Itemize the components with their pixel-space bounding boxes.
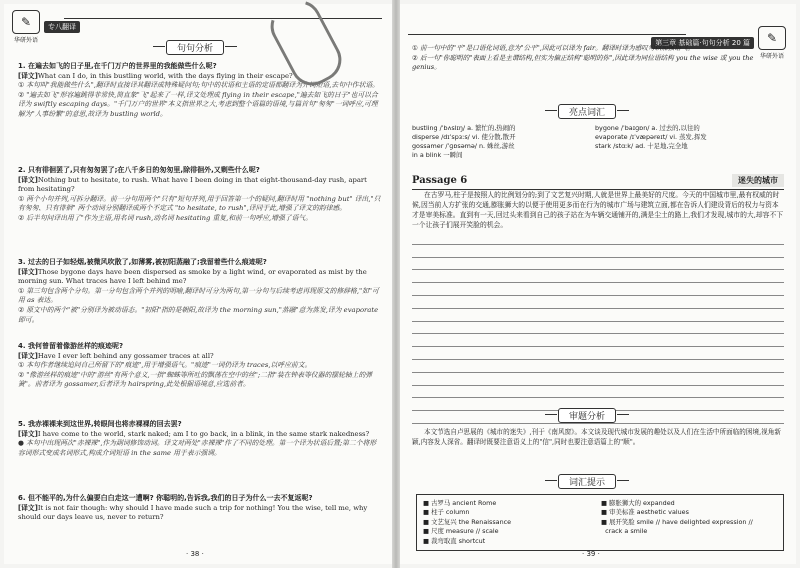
question-6: 6. 但不能平的,为什么偏要白白走这一遭啊? 你聪明的,告诉我,我们的日子为什么一去不复返呢? [译文]It is not fair though: why should I have made such a trip for nothing! You the wise, tell me, why should our days leave us, never to return? xyxy=(18,494,382,523)
tip-item: ■ 柱子 column xyxy=(423,508,470,517)
vocab-item: stark /stɑːk/ ad. 十足地,完全地 xyxy=(595,142,688,150)
tip-item: ■ 审美标准 aesthetic values xyxy=(601,508,689,517)
analysis-note: 本句叫"我能做些什么",翻译时直接译其翻译成特殊疑问句;句中的状语和主语的定语都翻译为介词短语,去句中作状语。 xyxy=(26,81,379,90)
analysis-title: 审题分析 xyxy=(558,408,616,423)
header-rule xyxy=(64,18,382,19)
writing-lines[interactable] xyxy=(412,232,784,424)
vocab-item: disperse /dɪˈspɜːs/ vi. 使分散,散开 xyxy=(412,133,516,141)
continued-notes: ① 前一句中的"平"是口语化词语,意为"公平",因此可以译为 fair。翻译时译为感叹句以加强语气。 ② 后一句"你聪明的"表面上看是主谓结构,但实为偏正结构"聪明的你",因此译为同位语结构 you the wise 或 you the genius。 xyxy=(412,44,754,72)
section-title: 句句分析 xyxy=(166,40,224,55)
publisher-logo: ✎ 华研外语 xyxy=(12,10,40,44)
page-number: · 39 · xyxy=(582,550,600,558)
analysis-note: 本句作者继续追问自己所留下的"痕迹",用于增强语气。"痕迹"一词仍译为 traces,以呼应前文。 xyxy=(26,361,312,370)
tip-item: ■ 裁弯取直 shortcut xyxy=(423,536,486,545)
passage-label: Passage 6 xyxy=(412,175,468,186)
question-text: 3. 过去的日子如轻烟,被微风吹散了,如薄雾,被初阳蒸融了;我留着些什么痕迹呢? xyxy=(18,258,267,266)
analysis-note: 后半句问译出用了"作为主语,用名词 rush,动名词 hesitating 重复,和前一句呼应,增强了语气。 xyxy=(26,213,312,222)
question-3: 3. 过去的日子如轻烟,被微风吹散了,如薄雾,被初阳蒸融了;我留着些什么痕迹呢? [译文]Those bygone days have been dispersed as smoke by a light wind, or evaporated as mist by the morning sun. What traces have I left behind me? ① 第三句包含两个分句。第一分句包含两个并列的明喻,翻译时可分为两句,第一分句与后续考虑再现原文的修辞格,"如"可用 as 表达。 ② 原文中的两个"被"分别译为被动语态。"初阳"指的是朝阳,故译为 the morning sun,"蒸融"意为蒸发,译为 evaporate 即可。 xyxy=(18,258,382,325)
question-1: 1. 在遍去如飞的日子里,在千门万户的世界里的我能做些什么呢? [译文]What can I do, in this bustling world, with the days flying in their escape? ① 本句叫"我能做些什么",翻译时直接译其翻译成特殊疑问句;句中的状语和主语的定语都翻译为介词短语,去句中作状语。 ② "遍去如飞"形容遍跳得非常快,简直象"飞"起来了一样,译文处理成 flying in their escape,"遍去如飞的日子"也可以合译为 swiftly escaping days。"千门万户的世界"本义指世界之大,考虑到整个语篇的语境,与篇首句"匆匆"一词呼应,可理解为"人事纷繁"的意思,故译为 bustling world。 xyxy=(18,62,382,120)
vocab-item: bustling /ˈbʌslɪŋ/ a. 繁忙的,热闹的 xyxy=(412,124,516,132)
analysis-note: 第三句包含两个分句。第一分句包含两个并列的明喻,翻译时可分为两句,第一分句与后续考虑再现原文的修辞格,"如"可用 as 表达。 xyxy=(18,286,379,305)
tip-item: ■ 展开笑脸 smile // have delighted expression // xyxy=(601,517,753,526)
right-page xyxy=(400,4,796,564)
tips-title: 词汇提示 xyxy=(558,474,616,489)
question-text: 2. 只有徘徊罢了,只有匆匆罢了;在八千多日的匆匆里,除徘徊外,又剩些什么呢? xyxy=(18,166,260,174)
vocab-item: evaporate /ɪˈvæpəreɪt/ vi. 蒸发,挥发 xyxy=(595,133,707,141)
question-text: 6. 但不能平的,为什么偏要白白走这一遭啊? 你聪明的,告诉我,我们的日子为什么一去不复返呢? xyxy=(18,494,313,502)
logo-icon: ✎ xyxy=(12,10,40,34)
publisher-logo: ✎ 华研外语 xyxy=(758,26,786,60)
tip-item: ■ 古罗马 ancient Rome xyxy=(423,499,497,507)
vocab-item: gossamer /ˈɡɒsəmə/ n. 蛛丝,游丝 xyxy=(412,142,515,150)
tip-item: ■ 膨胀狮大的 expanded xyxy=(601,499,675,507)
passage-summary: 本文节选自卢思展的《城市的迷失》,刊于《南风窗》。本文谈及现代城市发展的趣处以及人们在生活中所面临的困境,视角新颖,内容发人深省。翻译时既要注意语义上的"信",同时也要注意语篇上的"顺"。 xyxy=(412,428,781,446)
tip-item: crack a smile xyxy=(605,527,648,536)
question-5: 5. 我赤裸裸来到这世界,转眼间也将赤裸裸的回去罢? [译文]I have come to the world, stark naked; am I to go back, in a blink, in the same stark nakedness? ● 本句中出现两次"赤裸裸",作为副词修饰动词。译文对两处"赤裸裸"作了不同的处理。第一个译为状语后置;第二个将形容词形式变成名词形式,构成介词短语 in the same 用于表示强调。 xyxy=(18,420,382,458)
tip-item xyxy=(601,537,791,546)
vocab-item: in a blink 一瞬间 xyxy=(412,151,463,159)
translation: Those bygone days have been dispersed as smoke by a light wind, or evaporated as mist by the morning sun. What traces have I left behind me? xyxy=(18,267,367,286)
page-number: · 38 · xyxy=(186,550,204,558)
analysis-note: 前一句中的"平"是口语化词语,意为"公平",因此可以译为 fair。翻译时译为感叹句以加强语气。 xyxy=(420,44,695,52)
translation: What can I do, in this bustling world, with the days flying in their escape? xyxy=(37,71,293,80)
left-header xyxy=(12,10,80,44)
left-page xyxy=(4,4,392,564)
book-gutter xyxy=(392,0,400,568)
chapter-chip: 第三章 基础篇·句句分析 20 篇 xyxy=(651,37,754,49)
question-2: 2. 只有徘徊罢了,只有匆匆罢了;在八千多日的匆匆里,除徘徊外,又剩些什么呢? [译文]Nothing but to hesitate, to rush. What have I been doing in that eight-thousand-day rush, apart from hesitating? ① 两个小句并列,可拆分翻译。前一分句用两个"只有"短句并列,用于回答第一个的疑问,翻译时用 "nothing but" 译出,"只有匆匆、只有徘徊" 两个动词分别翻译成两个不定式 "to hesitate, to rush",译同于此,增强了译文的韵律感。 ② 后半句问译出用了"作为主语,用名词 rush,动名词 hesitating 重复,和前一句呼应,增强了语气。 xyxy=(18,166,381,222)
header-rule xyxy=(408,34,686,35)
logo-icon: ✎ xyxy=(758,26,786,50)
translation: I have come to the world, stark naked; am I to go back, in a blink, in the same stark nakedness? xyxy=(37,429,370,438)
passage-text: 在古罗马,柱子是按照人的比例划分的;到了文艺复兴时期,人就是世界上最美好的尺度。今天的中国城市里,最有权威的时候,因当前人方扩张的交通,膨胀狮大的以便于使用更多而在行为的城市广场与建筑立面,都在告诉人们建设背后的权力与资本才是审美标准。直到有一天,回过头来看到自己的孩子站在为车辆交通铺开的,满是尘土的路上,我们才发现,城市的大,却容不下一个让孩子们展开笑脸的机会。 xyxy=(412,191,784,229)
passage-title: 迷失的城市 xyxy=(732,174,784,187)
analysis-note: 后一句"你聪明的"表面上看是主谓结构,但实为偏正结构"聪明的你",因此译为同位语结构 you the wise 或 you the genius。 xyxy=(412,53,754,72)
analysis-note: 本句中出现两次"赤裸裸",作为副词修饰动词。译文对两处"赤裸裸"作了不同的处理。第一个译为状语后置;第二个将形容词形式变成名词形式,构成介词短语 in the same 用于表示强调。 xyxy=(18,439,377,457)
translation: It is not fair though: why should I have made such a trip for nothing! You the wise, tell me, why should our days leave us, never to return? xyxy=(18,503,368,522)
tip-item: ■ 文艺复兴 the Renaissance xyxy=(423,517,512,526)
vocab-item xyxy=(595,151,795,160)
translation: Have I ever left behind any gossamer traces at all? xyxy=(37,351,214,360)
analysis-note: 原文中的两个"被"分别译为被动语态。"初阳"指的是朝阳,故译为 the morning sun,"蒸融"意为蒸发,译为 evaporate 即可。 xyxy=(18,305,379,324)
vocab-title: 亮点词汇 xyxy=(558,104,616,119)
chapter-chip: 专八翻译 xyxy=(44,21,80,33)
question-text: 1. 在遍去如飞的日子里,在千门万户的世界里的我能做些什么呢? xyxy=(18,62,217,70)
analysis-note: "遍去如飞"形容遍跳得非常快,简直象"飞"起来了一样,译文处理成 flying in their escape,"遍去如飞的日子"也可以合译为 swiftly escaping days。"千门万户的世界"本义指世界之大,考虑到整个语篇的语境,与篇首句"匆匆"一词呼应,可理解为"人事纷繁"的意思,故译为 bustling world。 xyxy=(18,90,378,118)
question-text: 4. 我何曾留着像游丝样的痕迹呢? xyxy=(18,342,124,350)
question-text: 5. 我赤裸裸来到这世界,转眼间也将赤裸裸的回去罢? xyxy=(18,420,182,428)
question-4: 4. 我何曾留着像游丝样的痕迹呢? [译文]Have I ever left behind any gossamer traces at all? ① 本句作者继续追问自己所留下的"痕迹",用于增强语气。"痕迹"一词仍译为 traces,以呼应前文。 ② "像游丝样的痕迹"中的"游丝"有两个意义,一指"蜘蛛等所吐的飘荡在空中的丝";二指"装在钟表等仪器的摆轮轴上的弹簧"。前者译为 gossamer,后者译为 hairspring,此处根据语境意,应选前者。 xyxy=(18,342,382,390)
analysis-note: "像游丝样的痕迹"中的"游丝"有两个意义,一指"蜘蛛等所吐的飘荡在空中的丝";二指"装在钟表等仪器的摆轮轴上的弹簧"。前者译为 gossamer,后者译为 hairspring,此处根据语境意,应选前者。 xyxy=(18,370,373,389)
vocab-tips-box xyxy=(416,494,784,551)
passage-header xyxy=(412,174,784,190)
vocab-item: bygone /ˈbaɪɡɒn/ a. 过去的,以往的 xyxy=(595,124,700,132)
vocab-list xyxy=(412,124,792,160)
translation: Nothing but to hesitate, to rush. What have I been doing in that eight-thousand-day rush, apart from hesitating? xyxy=(18,175,367,194)
tip-item: ■ 尺度 measure // scale xyxy=(423,527,499,536)
analysis-note: 两个小句并列,可拆分翻译。前一分句用两个"只有"短句并列,用于回答第一个的疑问,翻译时用 "nothing but" 译出,"只有匆匆、只有徘徊" 两个动词分别翻译成两个不定式 "to hesitate, to rush",译同于此,增强了译文的韵律感。 xyxy=(18,194,381,213)
